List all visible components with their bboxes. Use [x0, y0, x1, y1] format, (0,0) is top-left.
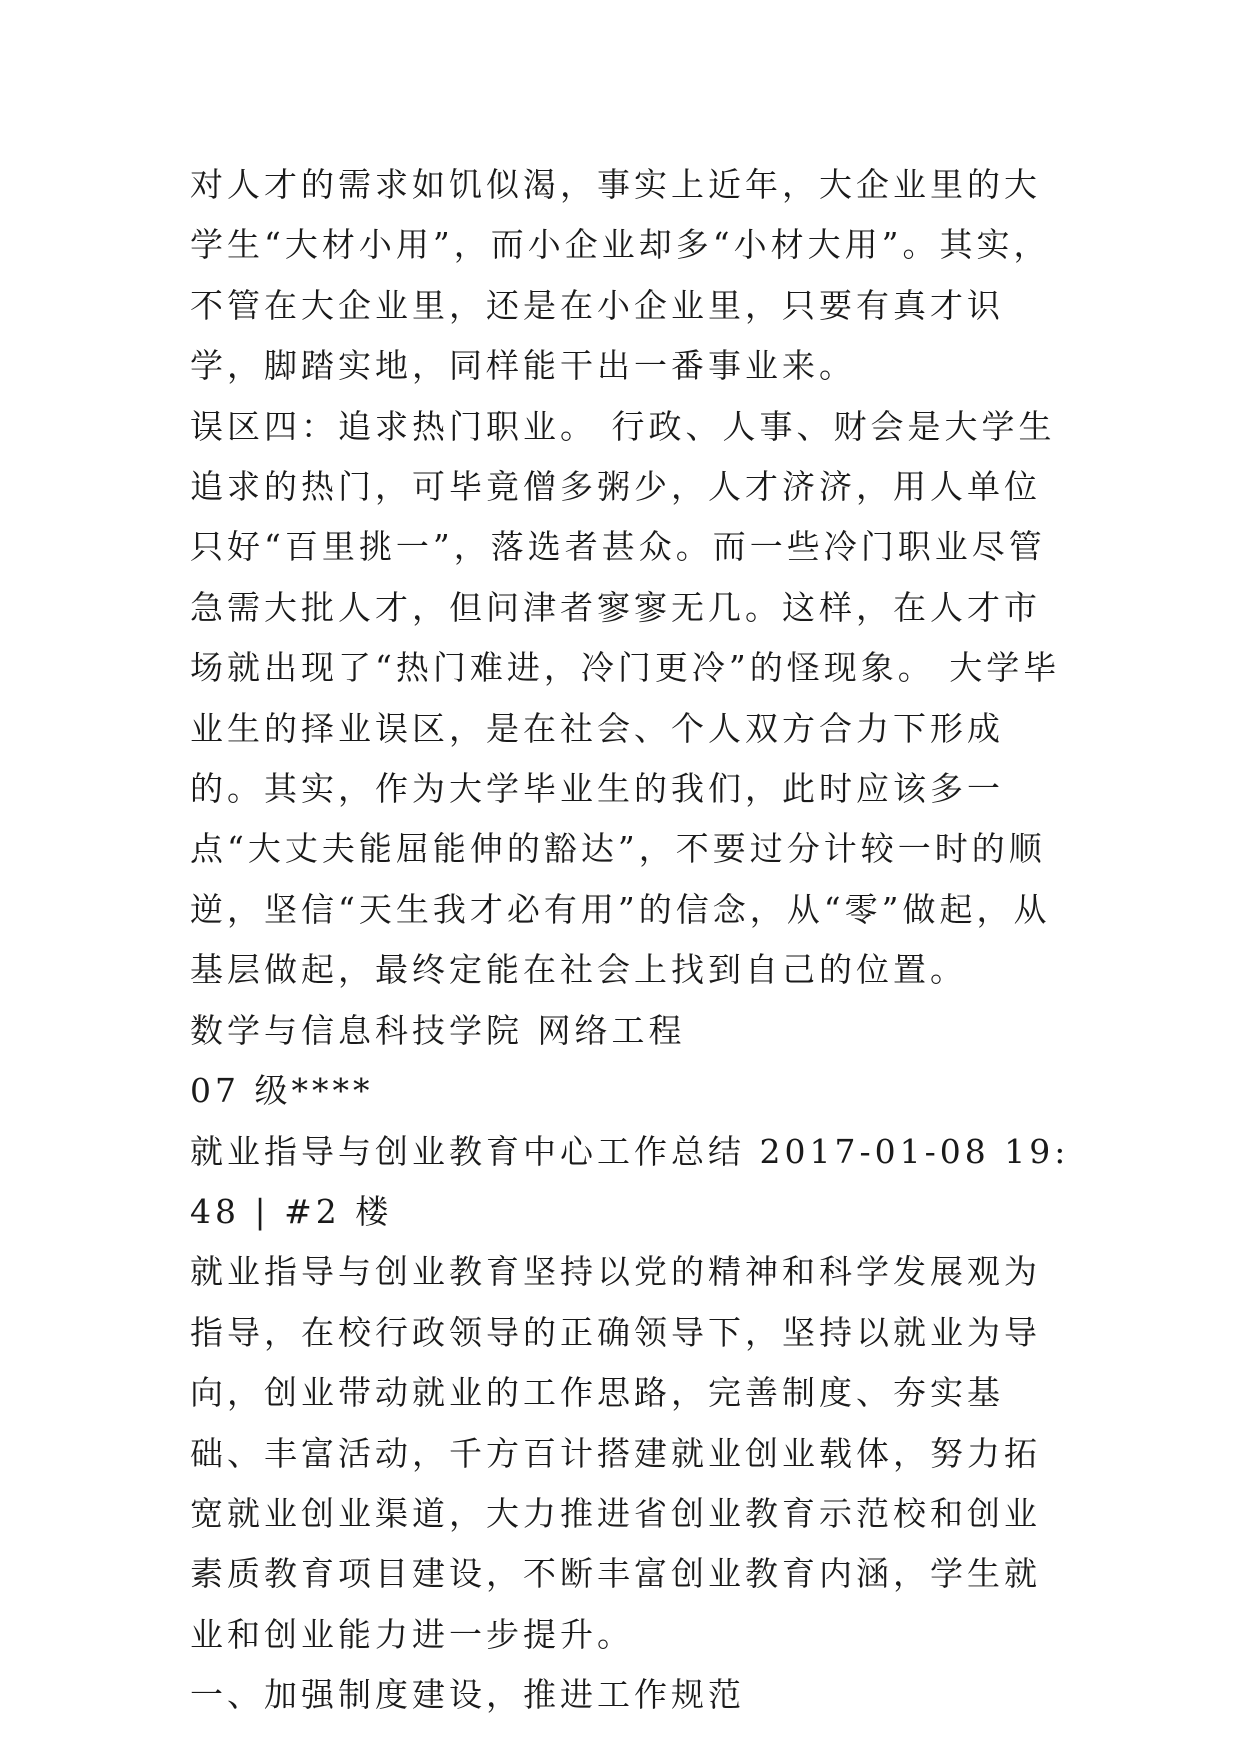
paragraph-summary-intro: 就业指导与创业教育坚持以党的精神和科学发展观为指导，在校行政领导的正确领导下，坚持以就业为导向，创业带动就业的工作思路，完善制度、夯实基础、丰富活动，千方百计搭建就业创业载体，努力拓宽就业创业渠道，大力推进省创业教育示范校和创业素质教育项目建设，不断丰富创业教育内涵，学生就业和创业能力进一步提升。 [190, 1252, 1041, 1654]
section-heading-one: 一、加强制度建设，推进工作规范 [190, 1675, 745, 1715]
author-department: 数学与信息科技学院 网络工程 [190, 1010, 686, 1050]
post-title-line: 就业指导与创业教育中心工作总结 2017-01-08 19:48 | #2 楼 [190, 1131, 1070, 1231]
author-class: 07 级**** [190, 1071, 374, 1111]
paragraph-misconception-four: 误区四：追求热门职业。 行政、人事、财会是大学生追求的热门，可毕竟僧多粥少，人才济济，用人单位只好“百里挑一”，落选者甚众。而一些冷门职业尽管急需大批人才，但问津者寥寥无几。这样，在人才市场就出现了“热门难进，冷门更冷”的怪现象。 大学毕业生的择业误区，是在社会、个人双方合力下形成的。其实，作为大学毕业生的我们，此时应该多一点“大丈夫能屈能伸的豁达”，不要过分计较一时的顺逆，坚信“天生我才必有用”的信念，从“零”做起，从基层做起，最终定能在社会上找到自己的位置。 [190, 406, 1061, 990]
paragraph-talent-demand: 对人才的需求如饥似渴，事实上近年，大企业里的大学生“大材小用”，而小企业却多“小材大用”。其实，不管在大企业里，还是在小企业里，只要有真才识学，脚踏实地，同样能干出一番事业来。 [190, 165, 1051, 386]
document-body [190, 155, 1070, 1726]
